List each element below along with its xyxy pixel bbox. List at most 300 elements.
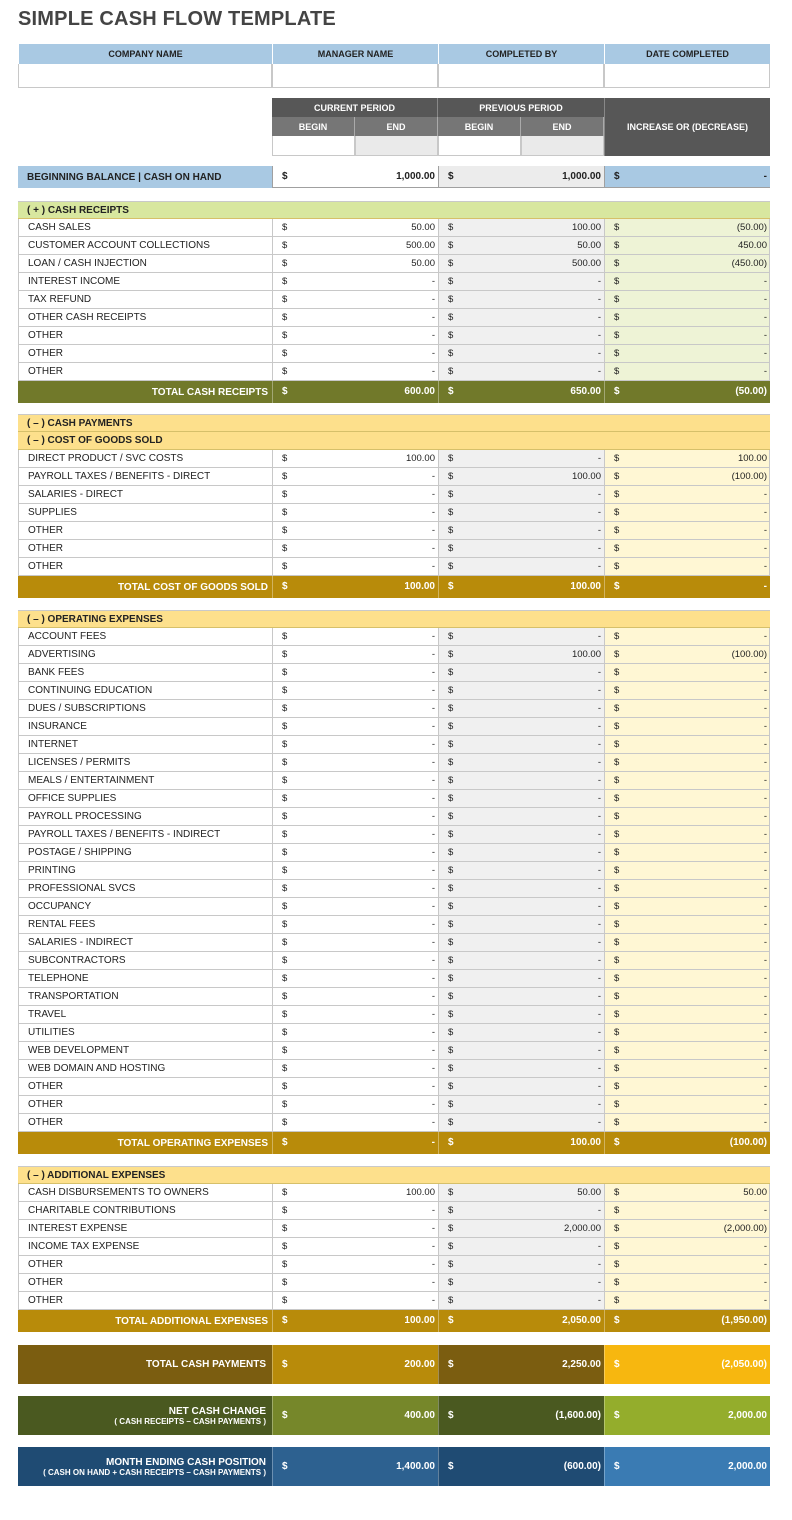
currency-symbol: $ <box>448 171 454 182</box>
currency-symbol: $ <box>282 847 288 858</box>
previous-amount-cell[interactable] <box>438 558 604 576</box>
change-amount-cell[interactable] <box>604 540 770 558</box>
change-amount-cell[interactable] <box>604 952 770 970</box>
change-amount-cell[interactable] <box>604 219 770 237</box>
previous-value: - <box>597 1063 601 1074</box>
currency-symbol: $ <box>448 330 454 341</box>
current-amount-cell[interactable] <box>272 898 438 916</box>
current-value: - <box>431 1295 435 1306</box>
current-amount-cell[interactable] <box>272 862 438 880</box>
change-amount-cell[interactable] <box>604 327 770 345</box>
previous-amount-cell[interactable] <box>438 309 604 327</box>
current-amount-cell[interactable] <box>272 1184 438 1202</box>
change-value: - <box>763 525 767 536</box>
previous-amount-cell[interactable] <box>438 1006 604 1024</box>
change-value: (50.00) <box>736 222 767 233</box>
current-amount-cell[interactable] <box>272 1078 438 1096</box>
currency-symbol: $ <box>614 386 620 397</box>
change-amount-cell[interactable] <box>604 273 770 291</box>
currency-symbol: $ <box>448 757 454 768</box>
current-value: - <box>431 366 435 377</box>
previous-amount-cell[interactable] <box>438 1238 604 1256</box>
currency-symbol: $ <box>282 1027 288 1038</box>
currency-symbol: $ <box>282 973 288 984</box>
change-value: - <box>763 703 767 714</box>
previous-begin-label: BEGIN <box>438 117 521 136</box>
line-item-label: INSURANCE <box>18 718 272 736</box>
currency-symbol: $ <box>282 937 288 948</box>
section-total-label: TOTAL COST OF GOODS SOLD <box>18 576 272 598</box>
currency-symbol: $ <box>614 775 620 786</box>
current-amount-cell[interactable] <box>272 772 438 790</box>
previous-value: - <box>597 453 601 464</box>
current-amount-cell[interactable] <box>272 718 438 736</box>
previous-amount-cell[interactable] <box>438 970 604 988</box>
change-value: (100.00) <box>731 471 767 482</box>
change-amount-cell[interactable] <box>604 664 770 682</box>
change-amount-cell[interactable] <box>604 1184 770 1202</box>
current-amount-cell[interactable] <box>272 1006 438 1024</box>
currency-symbol: $ <box>448 240 454 251</box>
currency-symbol: $ <box>614 543 620 554</box>
current-value: - <box>431 667 435 678</box>
change-amount-cell[interactable] <box>604 880 770 898</box>
current-amount-cell[interactable] <box>272 522 438 540</box>
previous-amount-cell[interactable] <box>438 1060 604 1078</box>
previous-amount-cell[interactable] <box>438 1078 604 1096</box>
summary-sublabel: ( CASH RECEIPTS – CASH PAYMENTS ) <box>114 1416 266 1426</box>
change-amount-cell[interactable] <box>604 486 770 504</box>
currency-symbol: $ <box>282 507 288 518</box>
previous-amount-cell[interactable] <box>438 1096 604 1114</box>
change-value: - <box>763 1027 767 1038</box>
change-amount-cell[interactable] <box>604 345 770 363</box>
current-amount-cell[interactable] <box>272 880 438 898</box>
change-amount-cell[interactable] <box>604 1042 770 1060</box>
current-amount-cell[interactable] <box>272 628 438 646</box>
previous-amount-cell[interactable] <box>438 363 604 381</box>
currency-symbol: $ <box>282 649 288 660</box>
previous-value: - <box>597 667 601 678</box>
previous-value: 100.00 <box>571 649 601 660</box>
current-value: - <box>431 312 435 323</box>
previous-amount-cell <box>438 1132 604 1154</box>
current-amount-cell[interactable] <box>272 1202 438 1220</box>
current-amount-cell[interactable] <box>272 363 438 381</box>
previous-value: - <box>597 919 601 930</box>
line-item-label: CHARITABLE CONTRIBUTIONS <box>18 1202 272 1220</box>
currency-symbol: $ <box>282 1099 288 1110</box>
currency-symbol: $ <box>282 829 288 840</box>
previous-amount-cell[interactable] <box>438 504 604 522</box>
current-amount-cell[interactable] <box>272 754 438 772</box>
previous-amount-cell[interactable] <box>438 345 604 363</box>
currency-symbol: $ <box>614 793 620 804</box>
current-amount-cell[interactable] <box>272 664 438 682</box>
previous-amount-cell[interactable] <box>438 1202 604 1220</box>
previous-amount-cell[interactable] <box>438 237 604 255</box>
previous-amount-cell <box>438 1310 604 1332</box>
currency-symbol: $ <box>282 1241 288 1252</box>
current-value: - <box>431 883 435 894</box>
current-end-date-input[interactable] <box>355 136 438 156</box>
previous-value: - <box>597 955 601 966</box>
change-amount-cell[interactable] <box>604 808 770 826</box>
currency-symbol: $ <box>282 276 288 287</box>
current-amount-cell[interactable] <box>272 504 438 522</box>
current-amount-cell[interactable] <box>272 1238 438 1256</box>
manager-field[interactable] <box>272 64 438 88</box>
currency-symbol: $ <box>448 1009 454 1020</box>
current-value: - <box>431 1081 435 1092</box>
currency-symbol: $ <box>448 667 454 678</box>
line-item-label: TRANSPORTATION <box>18 988 272 1006</box>
currency-symbol: $ <box>614 1187 620 1198</box>
current-amount-cell[interactable] <box>272 486 438 504</box>
previous-amount-cell[interactable] <box>438 682 604 700</box>
previous-amount-cell[interactable] <box>438 844 604 862</box>
current-value: - <box>431 793 435 804</box>
current-amount-cell[interactable] <box>272 1114 438 1132</box>
change-amount-cell[interactable] <box>604 1006 770 1024</box>
previous-amount-cell[interactable] <box>438 468 604 486</box>
previous-amount-cell <box>438 576 604 598</box>
change-amount-cell[interactable] <box>604 1274 770 1292</box>
previous-value: (1,600.00) <box>555 1409 601 1421</box>
previous-value: - <box>597 739 601 750</box>
currency-symbol: $ <box>614 1358 620 1370</box>
change-amount-cell[interactable] <box>604 1220 770 1238</box>
previous-value: 100.00 <box>571 471 601 482</box>
previous-amount-cell[interactable] <box>438 700 604 718</box>
line-item-label: CASH DISBURSEMENTS TO OWNERS <box>18 1184 272 1202</box>
change-amount-cell[interactable] <box>604 255 770 273</box>
change-amount-cell[interactable] <box>604 558 770 576</box>
current-value: 200.00 <box>404 1358 435 1370</box>
line-item-label: SALARIES - DIRECT <box>18 486 272 504</box>
current-amount-cell[interactable] <box>272 1220 438 1238</box>
previous-amount-cell[interactable] <box>438 988 604 1006</box>
change-value: - <box>763 829 767 840</box>
current-amount-cell[interactable] <box>272 988 438 1006</box>
change-amount-cell[interactable] <box>604 700 770 718</box>
previous-amount-cell[interactable] <box>438 826 604 844</box>
previous-value: 100.00 <box>571 222 601 233</box>
change-value: 2,000.00 <box>728 1409 767 1421</box>
section-header: ( – ) CASH PAYMENTS <box>18 414 770 432</box>
previous-value: - <box>597 543 601 554</box>
previous-amount-cell[interactable] <box>438 1220 604 1238</box>
row-edge <box>769 219 770 237</box>
previous-amount-cell[interactable] <box>438 1274 604 1292</box>
currency-symbol: $ <box>448 1460 454 1472</box>
change-value: - <box>763 489 767 500</box>
currency-symbol: $ <box>614 471 620 482</box>
row-edge <box>769 1238 770 1256</box>
change-amount-cell[interactable] <box>604 1202 770 1220</box>
currency-symbol: $ <box>282 1358 288 1370</box>
previous-value: - <box>597 1241 601 1252</box>
row-edge <box>769 682 770 700</box>
summary-label-cell <box>18 1396 272 1435</box>
previous-amount-cell[interactable] <box>438 628 604 646</box>
currency-symbol: $ <box>448 366 454 377</box>
previous-amount-cell[interactable] <box>438 754 604 772</box>
current-amount-cell[interactable] <box>272 450 438 468</box>
current-amount-cell[interactable] <box>272 1274 438 1292</box>
change-amount-cell[interactable] <box>604 522 770 540</box>
current-amount-cell[interactable] <box>272 345 438 363</box>
currency-symbol: $ <box>614 348 620 359</box>
date-completed-field[interactable] <box>604 64 770 88</box>
previous-amount-cell[interactable] <box>438 1292 604 1310</box>
currency-symbol: $ <box>448 1117 454 1128</box>
previous-amount-cell[interactable] <box>438 718 604 736</box>
previous-amount-cell[interactable] <box>438 255 604 273</box>
previous-amount-cell[interactable] <box>438 486 604 504</box>
currency-symbol: $ <box>614 1081 620 1092</box>
previous-amount-cell[interactable] <box>438 450 604 468</box>
current-amount-cell[interactable] <box>272 1024 438 1042</box>
change-amount-cell[interactable] <box>604 628 770 646</box>
change-amount-cell[interactable] <box>604 970 770 988</box>
previous-value: - <box>597 829 601 840</box>
previous-value: 50.00 <box>577 1187 601 1198</box>
currency-symbol: $ <box>614 507 620 518</box>
previous-amount-cell[interactable] <box>438 327 604 345</box>
previous-amount-cell[interactable] <box>438 790 604 808</box>
currency-symbol: $ <box>282 811 288 822</box>
line-item-label: WEB DOMAIN AND HOSTING <box>18 1060 272 1078</box>
line-item-label: CASH SALES <box>18 219 272 237</box>
previous-amount-cell[interactable] <box>438 772 604 790</box>
row-edge <box>769 862 770 880</box>
current-begin-date-input[interactable] <box>272 136 355 156</box>
change-amount-cell[interactable] <box>604 772 770 790</box>
change-amount-cell[interactable] <box>604 1114 770 1132</box>
row-edge <box>769 718 770 736</box>
previous-amount-cell[interactable] <box>438 1024 604 1042</box>
current-value: - <box>431 973 435 984</box>
change-value: - <box>763 937 767 948</box>
section-header: ( + ) CASH RECEIPTS <box>18 201 770 219</box>
change-amount-cell[interactable] <box>604 1024 770 1042</box>
summary-label-cell <box>18 1345 272 1384</box>
current-amount-cell[interactable] <box>272 916 438 934</box>
change-amount-cell[interactable] <box>604 1096 770 1114</box>
change-value: - <box>763 276 767 287</box>
previous-amount-cell[interactable] <box>438 219 604 237</box>
current-amount-cell[interactable] <box>272 844 438 862</box>
currency-symbol: $ <box>448 453 454 464</box>
current-amount-cell[interactable] <box>272 1256 438 1274</box>
change-amount-cell[interactable] <box>604 1078 770 1096</box>
currency-symbol: $ <box>282 525 288 536</box>
previous-amount-cell <box>438 1396 604 1435</box>
current-value: - <box>431 561 435 572</box>
previous-amount-cell[interactable] <box>438 664 604 682</box>
change-amount-cell[interactable] <box>604 754 770 772</box>
currency-symbol: $ <box>448 525 454 536</box>
previous-amount-cell[interactable] <box>438 522 604 540</box>
currency-symbol: $ <box>448 685 454 696</box>
current-amount-cell[interactable] <box>272 1292 438 1310</box>
current-amount-cell[interactable] <box>272 273 438 291</box>
line-item-label: ADVERTISING <box>18 646 272 664</box>
change-value: - <box>763 973 767 984</box>
change-amount-cell <box>604 1447 770 1486</box>
current-amount-cell[interactable] <box>272 826 438 844</box>
change-amount-cell[interactable] <box>604 790 770 808</box>
currency-symbol: $ <box>282 348 288 359</box>
previous-amount-cell[interactable] <box>438 934 604 952</box>
current-amount-cell[interactable] <box>272 540 438 558</box>
previous-amount-cell[interactable] <box>438 862 604 880</box>
currency-symbol: $ <box>448 1027 454 1038</box>
current-amount-cell[interactable] <box>272 970 438 988</box>
previous-amount-cell[interactable] <box>438 291 604 309</box>
change-amount-cell[interactable] <box>604 718 770 736</box>
previous-amount-cell[interactable] <box>438 1256 604 1274</box>
previous-amount-cell[interactable] <box>438 540 604 558</box>
completed-by-field[interactable] <box>438 64 604 88</box>
line-item-label: OTHER <box>18 540 272 558</box>
change-amount-cell <box>604 576 770 598</box>
change-amount-cell[interactable] <box>604 237 770 255</box>
current-amount-cell[interactable] <box>272 952 438 970</box>
currency-symbol: $ <box>282 1187 288 1198</box>
current-amount-cell[interactable] <box>272 934 438 952</box>
change-amount-cell[interactable] <box>604 646 770 664</box>
row-edge <box>769 363 770 381</box>
currency-symbol: $ <box>448 386 454 397</box>
previous-amount-cell[interactable] <box>438 952 604 970</box>
current-amount-cell <box>272 576 438 598</box>
currency-symbol: $ <box>614 631 620 642</box>
previous-amount-cell[interactable] <box>438 808 604 826</box>
current-amount-cell[interactable] <box>272 468 438 486</box>
current-amount-cell[interactable] <box>272 736 438 754</box>
row-edge <box>769 664 770 682</box>
change-amount-cell[interactable] <box>604 862 770 880</box>
line-item-label: TELEPHONE <box>18 970 272 988</box>
currency-symbol: $ <box>282 793 288 804</box>
previous-begin-date-input[interactable] <box>438 136 521 156</box>
change-amount-cell[interactable] <box>604 504 770 522</box>
previous-amount-cell[interactable] <box>438 736 604 754</box>
line-item-label: OTHER <box>18 1292 272 1310</box>
currency-symbol: $ <box>448 348 454 359</box>
current-amount-cell[interactable] <box>272 309 438 327</box>
current-amount-cell[interactable] <box>272 237 438 255</box>
row-edge <box>769 468 770 486</box>
change-amount-cell[interactable] <box>604 916 770 934</box>
currency-symbol: $ <box>614 489 620 500</box>
previous-value: - <box>597 1259 601 1270</box>
current-amount-cell[interactable] <box>272 790 438 808</box>
line-item-label: OTHER <box>18 1256 272 1274</box>
previous-amount-cell[interactable] <box>438 898 604 916</box>
previous-amount-cell[interactable] <box>438 1042 604 1060</box>
current-amount-cell[interactable] <box>272 700 438 718</box>
change-amount-cell[interactable] <box>604 736 770 754</box>
currency-symbol: $ <box>282 312 288 323</box>
current-amount-cell[interactable] <box>272 1042 438 1060</box>
company-field[interactable] <box>18 64 272 88</box>
current-amount-cell[interactable] <box>272 646 438 664</box>
current-amount-cell[interactable] <box>272 255 438 273</box>
currency-symbol: $ <box>614 1117 620 1128</box>
change-value: - <box>763 811 767 822</box>
previous-value: - <box>597 991 601 1002</box>
previous-amount-cell[interactable] <box>438 880 604 898</box>
current-value: 50.00 <box>411 222 435 233</box>
change-amount-cell[interactable] <box>604 1060 770 1078</box>
currency-symbol: $ <box>614 883 620 894</box>
previous-amount-cell[interactable] <box>438 916 604 934</box>
change-amount-cell[interactable] <box>604 1256 770 1274</box>
previous-amount-cell[interactable] <box>438 1184 604 1202</box>
current-amount-cell[interactable] <box>272 682 438 700</box>
change-value: - <box>763 294 767 305</box>
currency-symbol: $ <box>614 171 620 182</box>
change-amount-cell[interactable] <box>604 468 770 486</box>
current-amount-cell[interactable] <box>272 1060 438 1078</box>
manager-label: MANAGER NAME <box>272 44 438 64</box>
current-amount-cell[interactable] <box>272 219 438 237</box>
change-amount-cell[interactable] <box>604 363 770 381</box>
change-amount-cell[interactable] <box>604 309 770 327</box>
previous-amount-cell[interactable] <box>438 273 604 291</box>
current-amount-cell[interactable] <box>272 291 438 309</box>
current-amount-cell[interactable] <box>272 558 438 576</box>
line-item-label: LICENSES / PERMITS <box>18 754 272 772</box>
change-amount-cell[interactable] <box>604 826 770 844</box>
change-amount-cell[interactable] <box>604 844 770 862</box>
previous-value: - <box>597 631 601 642</box>
change-amount-cell[interactable] <box>604 1292 770 1310</box>
change-value: - <box>763 847 767 858</box>
change-value: (1,950.00) <box>721 1315 767 1326</box>
section-total-label: TOTAL OPERATING EXPENSES <box>18 1132 272 1154</box>
previous-end-date-input[interactable] <box>521 136 604 156</box>
currency-symbol: $ <box>614 721 620 732</box>
current-begin-label: BEGIN <box>272 117 355 136</box>
row-edge <box>769 880 770 898</box>
current-value: 1,400.00 <box>396 1460 435 1472</box>
change-amount-cell[interactable] <box>604 988 770 1006</box>
previous-value: - <box>597 721 601 732</box>
currency-symbol: $ <box>282 1460 288 1472</box>
previous-value: (600.00) <box>563 1460 601 1472</box>
current-amount-cell[interactable] <box>272 1096 438 1114</box>
line-item-label: PAYROLL PROCESSING <box>18 808 272 826</box>
row-edge <box>769 1096 770 1114</box>
previous-amount-cell[interactable] <box>438 646 604 664</box>
currency-symbol: $ <box>614 667 620 678</box>
change-value: - <box>763 1277 767 1288</box>
change-amount-cell[interactable] <box>604 682 770 700</box>
previous-amount-cell[interactable] <box>438 1114 604 1132</box>
change-amount-cell[interactable] <box>604 934 770 952</box>
change-amount-cell[interactable] <box>604 450 770 468</box>
current-amount-cell[interactable] <box>272 808 438 826</box>
change-amount-cell[interactable] <box>604 1238 770 1256</box>
currency-symbol: $ <box>614 453 620 464</box>
change-amount-cell[interactable] <box>604 291 770 309</box>
current-amount-cell[interactable] <box>272 327 438 345</box>
change-amount-cell[interactable] <box>604 898 770 916</box>
